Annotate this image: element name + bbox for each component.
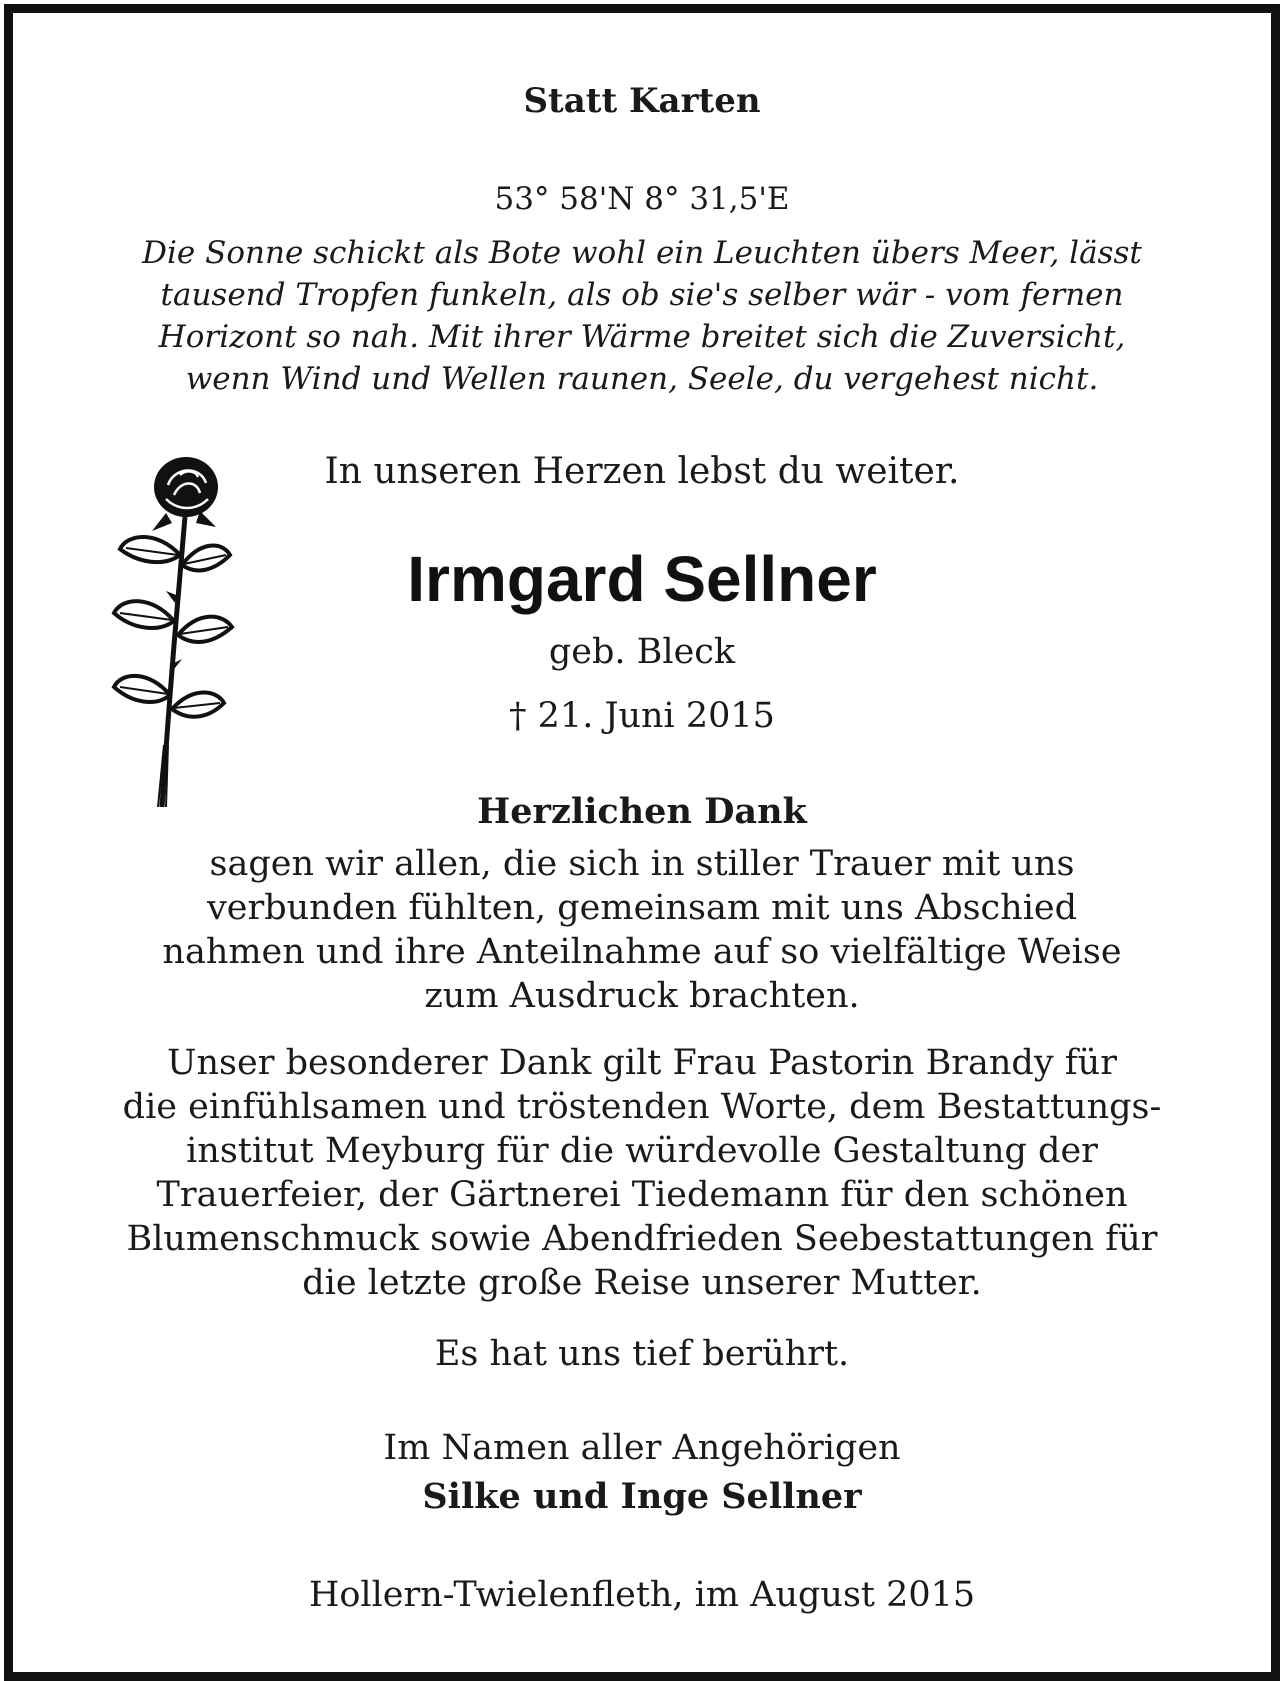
poem [13,232,1271,400]
special-thanks-paragraph [13,1041,1271,1305]
poem-line: tausend Tropfen funkeln, als ob sie's selber wär - vom fernen [160,277,1124,313]
thanks-heading: Herzlichen Dank [477,791,807,832]
thanks-line: verbunden fühlten, gemeinsam mit uns Abschied [206,888,1078,928]
poem-line: wenn Wind und Wellen raunen, Seele, du vergehest nicht. [185,361,1099,397]
closing-line: Es hat uns tief berührt. [434,1334,850,1374]
motto: In unseren Herzen lebst du weiter. [324,451,960,492]
obituary-notice [4,4,1280,1681]
signatories: Silke und Inge Sellner [422,1476,862,1517]
thanks-line: zum Ausdruck brachten. [424,976,860,1016]
special-thanks-line: institut Meyburg für die würdevolle Gestaltung der [186,1131,1098,1171]
on-behalf: Im Namen aller Angehörigen [383,1428,901,1468]
poem-line: Horizont so nah. Mit ihrer Wärme breitet sich die Zuversicht, [158,319,1126,355]
thanks-line: sagen wir allen, die sich in stiller Trauer mit uns [209,844,1075,884]
birth-name: geb. Bleck [548,632,736,672]
deceased-name: Irmgard Sellner [407,543,877,615]
thanks-line: nahmen und ihre Anteilnahme auf so vielfältige Weise [162,932,1122,972]
thanks-paragraph [13,842,1271,1018]
place-date: Hollern-Twielenfleth, im August 2015 [308,1575,976,1615]
death-date: † 21. Juni 2015 [509,696,775,736]
special-thanks-line: Blumenschmuck sowie Abendfrieden Seebestattungen für [126,1219,1158,1259]
coordinates: 53° 58'N 8° 31,5'E [494,181,790,217]
special-thanks-line: die letzte große Reise unserer Mutter. [302,1263,982,1303]
special-thanks-line: die einfühlsamen und tröstenden Worte, dem Bestattungs- [122,1087,1162,1127]
special-thanks-line: Trauerfeier, der Gärtnerei Tiedemann für den schönen [156,1175,1128,1215]
poem-line: Die Sonne schickt als Bote wohl ein Leuchten übers Meer, lässt [142,235,1142,271]
header-statt-karten: Statt Karten [523,81,761,121]
special-thanks-line: Unser besonderer Dank gilt Frau Pastorin Brandy für [167,1043,1117,1083]
